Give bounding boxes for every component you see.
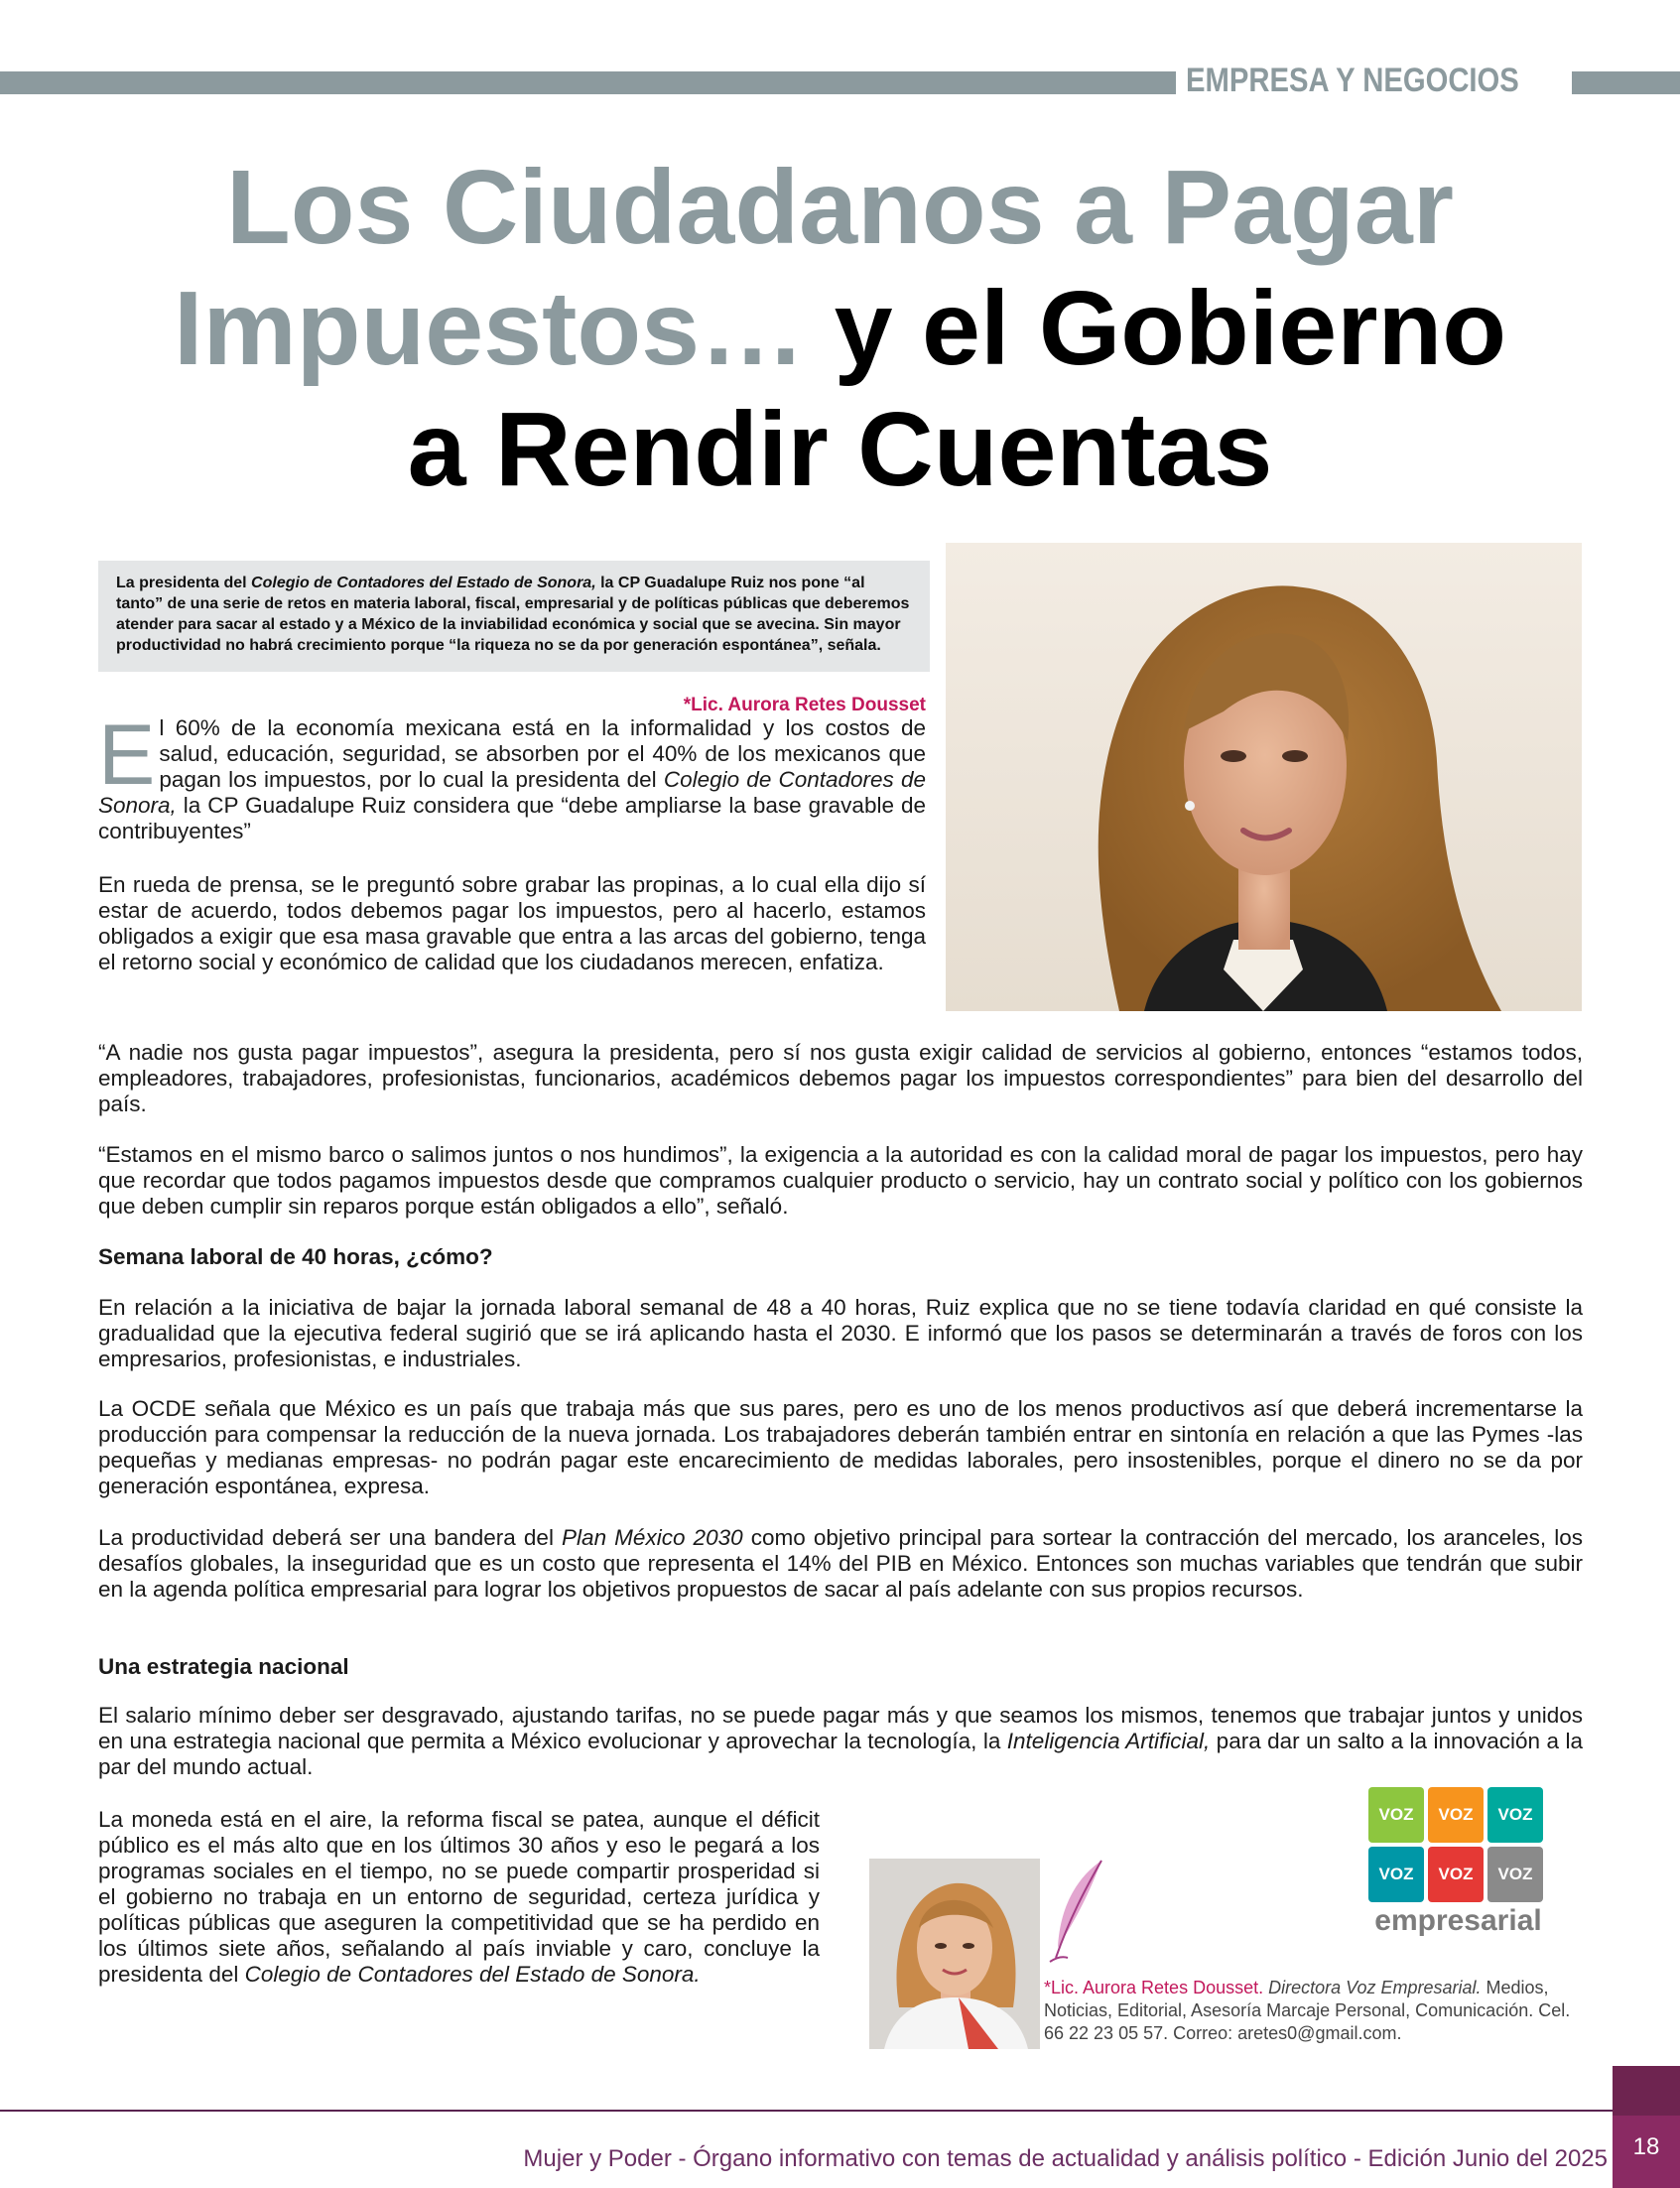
summary-text-c: la CP Guadalupe Ruiz nos pone “al tanto” de una serie de retos en materia laboral, fiscal, empresarial y de políticas públicas que deberemos atender para sacar al estado y a México de la inviabilidad económica y social que se avecina. Sin mayor productividad no habrá crecimiento porque “la riqueza no se da por generación espontánea”, señala.: [116, 575, 910, 654]
section-label: EMPRESA Y NEGOCIOS: [1186, 62, 1519, 99]
paragraph-7-a: La productividad deberá ser una bandera del: [98, 1525, 563, 1550]
author-bio-name: *Lic. Aurora Retes Dousset.: [1044, 1978, 1264, 1997]
page-number: 18: [1632, 2133, 1660, 2160]
logo-tile: VOZ: [1428, 1787, 1484, 1843]
paragraph-9-b: Colegio de Contadores del Estado de Sonora.: [244, 1962, 701, 1987]
logo-tile: VOZ: [1368, 1787, 1424, 1843]
headline: [40, 147, 1640, 510]
headline-line2-grey: Impuestos…: [174, 270, 806, 387]
paragraph-8-a: El salario mínimo deber ser desgravado, ajustando tarifas, no se puede pagar más y que seamos los mismos, tenemos que trabajar juntos y unidos en una estrategia nacional que permita a México evolucionar y aprovechar la tecnología, la: [98, 1703, 1583, 1753]
logo-tile: VOZ: [1487, 1847, 1543, 1902]
footer-rule: [0, 2110, 1613, 2112]
paragraph-8-b: Inteligencia Artificial,: [1006, 1729, 1211, 1753]
drop-cap: E: [98, 708, 156, 803]
summary-box: [98, 561, 930, 672]
paragraph-9-a: La moneda está en el aire, la reforma fiscal se patea, aunque el déficit público es el más alto que en los últimos 30 años y eso le pegará a los programas sociales en el tiempo, no se puede compartir prosperidad si el gobierno no trabaja en un entorno de seguridad, certeza jurídica y políticas públicas que aseguren la competitividad que se ha perdido en los últimos siete años, señalando al país inviable y caro, concluye la presidenta del: [98, 1807, 820, 1987]
summary-text-b: Colegio de Contadores del Estado de Sonora,: [251, 575, 596, 591]
paragraph-7-c: como objetivo principal para sortear la contracción del mercado, los aranceles, los desafíos globales, la inseguridad que es un costo que representa el 14% del PIB en México. Entonces son muchas variables que tendrán que subir en la agenda política empresarial para lograr los objetivos propuestos de sacar al país adelante con sus propios recursos.: [98, 1525, 1583, 1602]
header-rule-right: [1572, 71, 1680, 94]
footer-text: Mujer y Poder - Órgano informativo con temas de actualidad y análisis político - Edición Junio del 2025: [523, 2145, 1608, 2172]
logo-tiles: [1368, 1787, 1549, 1902]
page-number-tab: [1613, 2066, 1680, 2116]
paragraph-7: [98, 1525, 1583, 1603]
headline-line3: a Rendir Cuentas: [407, 391, 1273, 508]
logo-tile: VOZ: [1487, 1787, 1543, 1843]
paragraph-4: “Estamos en el mismo barco o salimos juntos o nos hundimos”, la exigencia a la autoridad es con la calidad moral de pagar los impuestos, pero hay que recordar que todos pagamos impuestos desde que compramos cualquier producto o servicio, hay un contrato social y político con los gobiernos que deben cumplir sin reparos porque están obligados a ello”, señaló.: [98, 1142, 1583, 1219]
subheading-workweek: Semana laboral de 40 horas, ¿cómo?: [98, 1244, 493, 1269]
author-byline: *Lic. Aurora Retes Dousset: [683, 695, 926, 715]
paragraph-7-b: Plan México 2030: [562, 1525, 743, 1550]
voz-empresarial-logo: [1367, 1787, 1549, 1938]
logo-tile: VOZ: [1368, 1847, 1424, 1902]
header-rule-left: [0, 71, 1176, 94]
author-bio-role: Directora Voz Empresarial.: [1263, 1978, 1482, 1997]
headline-line1: Los Ciudadanos a Pagar: [226, 149, 1454, 266]
paragraph-8: [98, 1703, 1583, 1780]
paragraph-2: En rueda de prensa, se le preguntó sobre grabar las propinas, a lo cual ella dijo sí estar de acuerdo, todos debemos pagar los impuestos, pero al hacerlo, estamos obligados a exigir que esa masa gravable que entra a las arcas del gobierno, tenga el retorno social y económico de calidad que los ciudadanos merecen, enfatiza.: [98, 872, 926, 974]
subheading-strategy: Una estrategia nacional: [98, 1654, 349, 1679]
paragraph-9: [98, 1807, 820, 1988]
portrait-photo: [946, 543, 1582, 1011]
paragraph-1-b: Colegio de Contadores de Sonora,: [98, 767, 926, 818]
paragraph-6: La OCDE señala que México es un país que trabaja más que sus pares, pero es uno de los menos productivos así que deberá incrementarse la producción para compensar la reducción de la nueva jornada. Los trabajadores deberán también entrar en sintonía en relación a que las Pymes -las pequeñas y medianas empresas- no podrán pagar este encarecimiento de medidas laborales, pero insostenibles, porque el dinero no se da por generación espontánea, expresa.: [98, 1396, 1583, 1498]
paragraph-1: [98, 708, 926, 844]
paragraph-5: En relación a la iniciativa de bajar la jornada laboral semanal de 48 a 40 horas, Ruiz explica que no se tiene todavía claridad en qué consiste la gradualidad que la ejecutiva federal sugirió que se irá aplicando hasta el 2030. E informó que los pasos se determinarán a través de foros con los empresarios, profesionistas, e industriales.: [98, 1295, 1583, 1371]
summary-text-a: La presidenta del: [116, 575, 252, 591]
feather-icon: [1046, 1859, 1109, 1968]
paragraph-8-c: para dar un salto a la innovación a la par del mundo actual.: [98, 1729, 1583, 1779]
author-bio: [1044, 1977, 1592, 2045]
paragraph-3: “A nadie nos gusta pagar impuestos”, asegura la presidenta, pero sí nos gusta exigir calidad de servicios al gobierno, entonces “estamos todos, empleadores, trabajadores, profesionistas, funcionarios, académicos debemos pagar los impuestos correspondientes” para bien del desarrollo del país.: [98, 1040, 1583, 1116]
author-bio-details: Medios, Noticias, Editorial, Asesoría Marcaje Personal, Comunicación. Cel. 66 22 23 05 57. Correo: aretes0@gmail.com.: [1044, 1978, 1571, 2043]
paragraph-1-a: l 60% de la economía mexicana está en la informalidad y los costos de salud, educación, seguridad, se absorben por el 40% de los mexicanos que pagan los impuestos, por lo cual la presidenta del: [159, 715, 926, 792]
author-photo: [869, 1859, 1040, 2049]
headline-line2-black: y el Gobierno: [805, 270, 1506, 387]
paragraph-1-c: la CP Guadalupe Ruiz considera que “debe ampliarse la base gravable de contribuyentes”: [98, 793, 926, 843]
logo-tile: VOZ: [1428, 1847, 1484, 1902]
logo-word: empresarial: [1374, 1904, 1542, 1937]
